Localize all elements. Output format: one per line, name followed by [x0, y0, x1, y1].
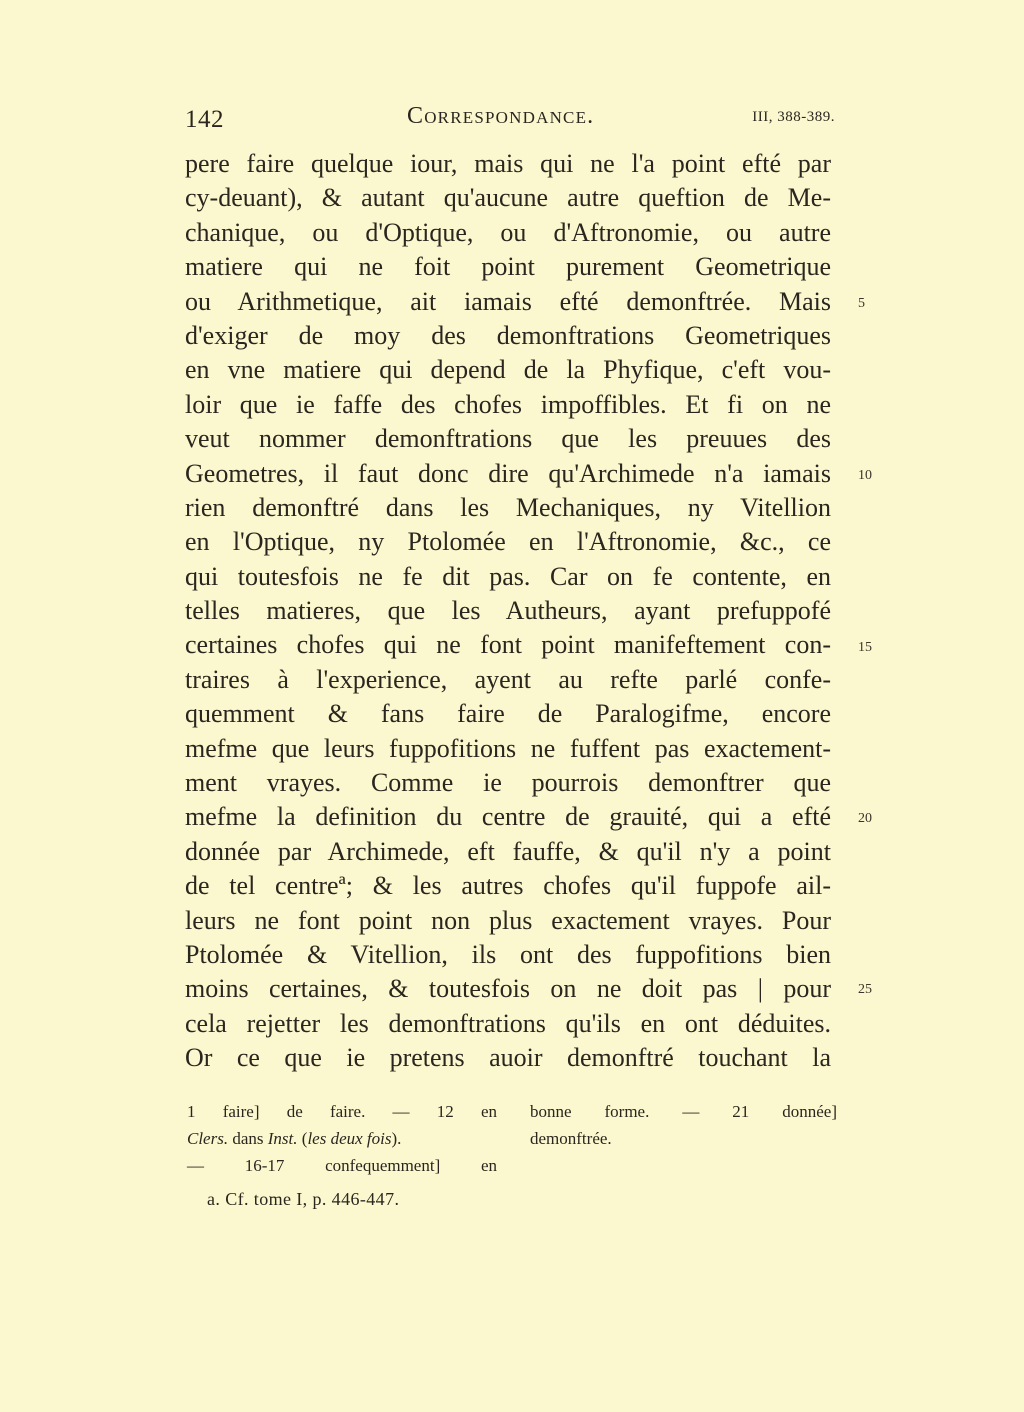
variant-note-line: bonne forme. — 21 donnée]	[530, 1102, 837, 1121]
text-line: ou Arithmetique, ait iamais efté demonftrée. Mais	[185, 286, 831, 316]
text-line: chanique, ou d'Optique, ou d'Aftronomie, ou autre	[185, 217, 831, 247]
text-line: pere faire quelque iour, mais qui ne l'a point efté par	[185, 149, 831, 178]
variant-note-text: (	[297, 1129, 308, 1148]
variant-note-line: demonftrée.	[530, 1129, 612, 1148]
footnote: a. Cf. tome I, p. 446-447.	[207, 1189, 400, 1209]
variant-note-remark: les deux fois	[307, 1129, 392, 1148]
text-line: qui toutesfois ne fe dit pas. Car on fe contente, en	[185, 561, 831, 591]
text-line: mefme la definition du centre de grauité, qui a efté	[185, 802, 831, 832]
variant-note-text: ).	[391, 1129, 402, 1148]
running-title: Correspondance.	[407, 103, 595, 129]
text-line: donnée par Archimede, eft fauffe, & qu'il n'y a point	[185, 836, 831, 866]
line-number-15: 15	[858, 640, 872, 655]
line-number-25: 25	[858, 982, 872, 997]
line-number-5: 5	[858, 296, 865, 311]
text-line: certaines chofes qui ne font point manifeftement con-	[185, 630, 831, 660]
variant-note-siglum: Clers.	[187, 1129, 229, 1148]
text-line: en l'Optique, ny Ptolomée en l'Aftronomie, &c., ce	[185, 527, 831, 557]
text-line: cy-deuant), & autant qu'aucune autre queftion de Me-	[185, 183, 831, 213]
body-text	[185, 147, 831, 1076]
text-line: en vne matiere qui depend de la Phyfique, c'eft vou-	[185, 355, 831, 385]
variant-notes-left-column	[187, 1098, 497, 1179]
text-line: Or ce que ie pretens auoir demonftré touchant la	[185, 1043, 831, 1073]
volume-page-reference: III, 388-389.	[752, 109, 835, 125]
text-line: leurs ne font point non plus exactement vrayes. Pour	[185, 905, 831, 935]
text-line: cela rejetter les demonftrations qu'ils en ont déduites.	[185, 1008, 831, 1038]
variant-note-siglum: Inst.	[267, 1129, 298, 1148]
text-line: Ptolomée & Vitellion, ils ont des fuppofitions bien	[185, 939, 831, 969]
text-line: loir que ie faffe des chofes impoffibles. Et fi on ne	[185, 389, 831, 419]
text-line: traires à l'experience, ayent au refte parlé confe-	[185, 664, 831, 694]
variant-note-line	[187, 1125, 497, 1152]
text-line: rien demonftré dans les Mechaniques, ny Vitellion	[185, 492, 831, 522]
variant-note-line: — 16-17 confequemment] en	[187, 1156, 497, 1175]
text-line: ment vrayes. Comme ie pourrois demonftrer que	[185, 768, 831, 798]
text-line: Geometres, il faut donc dire qu'Archimede n'a iamais	[185, 458, 831, 488]
page-number: 142	[185, 106, 224, 133]
text-line: matiere qui ne foit point purement Geometrique	[185, 252, 831, 282]
text-line: veut nommer demonftrations que les preuues des	[185, 424, 831, 454]
text-line: telles matieres, que les Autheurs, ayant prefuppofé	[185, 596, 831, 626]
line-number-10: 10	[858, 468, 872, 483]
text-line: mefme que leurs fuppofitions ne fuffent pas exactement-	[185, 733, 831, 763]
line-number-20: 20	[858, 811, 872, 826]
text-line: quemment & fans faire de Paralogifme, encore	[185, 699, 831, 729]
variant-notes-right-column	[530, 1098, 837, 1152]
variant-note-line: 1 faire] de faire. — 12 en	[187, 1102, 497, 1121]
text-line: d'exiger de moy des demonftrations Geometriques	[185, 320, 831, 350]
text-line: moins certaines, & toutesfois on ne doit pas | pour	[185, 974, 831, 1004]
text-line: de tel centreª; & les autres chofes qu'il fuppofe ail-	[185, 871, 831, 901]
variant-note-text: dans	[228, 1129, 268, 1148]
page-header	[185, 102, 835, 136]
